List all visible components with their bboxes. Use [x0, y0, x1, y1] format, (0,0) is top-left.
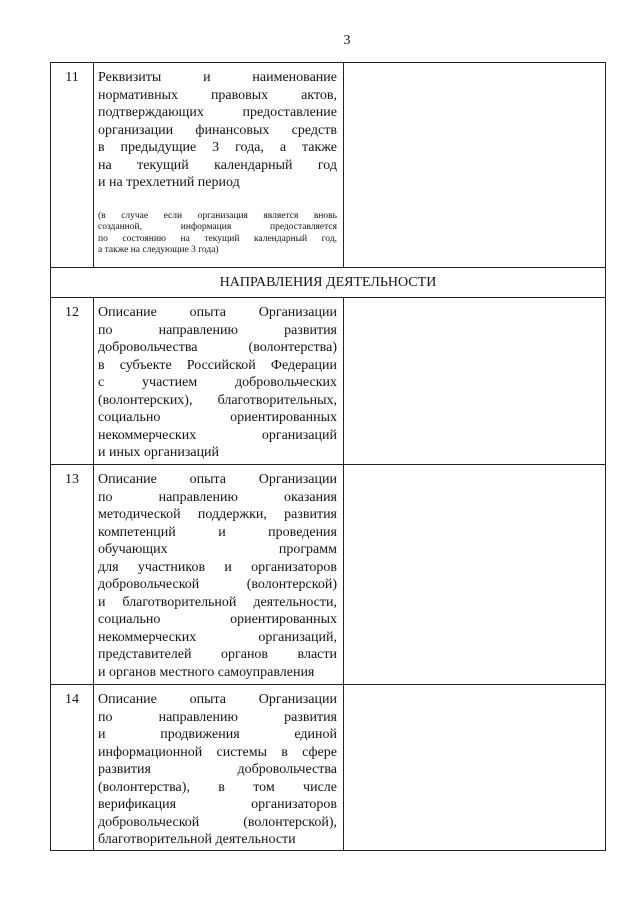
table-row-11 — [51, 63, 605, 268]
section-title: НАПРАВЛЕНИЯ ДЕЯТЕЛЬНОСТИ — [219, 274, 437, 290]
row-note — [98, 211, 337, 257]
description-line: компетенций и проведения — [98, 524, 337, 540]
section-header — [51, 268, 605, 298]
description-line: и органов местного самоуправления — [98, 664, 315, 680]
description-line: для участников и организаторов — [98, 559, 337, 575]
description-line: в предыдущие 3 года, а также — [98, 140, 337, 155]
note-line: (в случае если организация является вновь — [98, 210, 337, 221]
description-line: и иных организаций — [98, 445, 220, 460]
description-line: Реквизиты и наименование — [98, 70, 337, 85]
form-table — [50, 62, 606, 851]
description-line: верификация организаторов — [98, 797, 337, 812]
description-line: по направлению оказания — [98, 489, 337, 505]
note-line: созданной, информация предоставляется — [98, 222, 337, 232]
description-line: добровольческой (волонтерской), — [98, 814, 337, 830]
description-line: благотворительной деятельности — [98, 832, 296, 847]
description-line: Описание опыта Организации — [98, 692, 337, 707]
description-line: обучающих программ — [98, 542, 337, 557]
row-value-cell[interactable] — [344, 63, 605, 267]
row-description — [94, 465, 344, 684]
row-number: 11 — [51, 63, 94, 267]
table-row-13 — [51, 465, 605, 685]
row-value-cell[interactable] — [344, 685, 605, 850]
description-line: организации финансовых средств — [98, 122, 337, 138]
description-line: социально ориентированных — [98, 612, 337, 627]
description-line: подтверждающих предоставление — [98, 105, 337, 120]
description-line: и продвижения единой — [98, 727, 337, 742]
description-line: на текущий календарный год — [98, 157, 337, 173]
description-line: и благотворительной деятельности, — [98, 594, 337, 610]
description-line: некоммерческих организаций — [98, 427, 337, 443]
description-line: нормативных правовых актов, — [98, 87, 337, 103]
description-line: добровольчества (волонтерства) — [98, 340, 337, 355]
description-line: в субъекте Российской Федерации — [98, 357, 337, 373]
note-line: а также на следующие 3 года) — [98, 245, 219, 255]
note-line: по состоянию на текущий календарный год, — [98, 233, 337, 244]
description-line: по направлению развития — [98, 322, 337, 338]
description-line: с участием добровольческих — [98, 375, 337, 390]
row-value-cell[interactable] — [344, 465, 605, 684]
row-number: 13 — [51, 465, 94, 684]
description-line: некоммерческих организаций, — [98, 629, 337, 645]
description-line: и на трехлетний период — [98, 175, 240, 190]
row-value-cell[interactable] — [344, 298, 605, 464]
description-line: представителей органов власти — [98, 647, 337, 662]
row-description — [94, 685, 344, 850]
description-line: Описание опыта Организации — [98, 472, 337, 487]
description-line: по направлению развития — [98, 709, 337, 725]
description-line: социально ориентированных — [98, 410, 337, 425]
description-line: (волонтерских), благотворительных, — [98, 392, 337, 408]
row-description — [94, 63, 344, 267]
row-number: 12 — [51, 298, 94, 464]
description-line: информационной системы в сфере — [98, 744, 337, 760]
description-line: добровольческой (волонтерской) — [98, 577, 337, 592]
description-line: (волонтерства), в том числе — [98, 779, 337, 795]
description-line: Описание опыта Организации — [98, 305, 337, 320]
row-description — [94, 298, 344, 464]
description-line: развития добровольчества — [98, 762, 337, 777]
description-line: методической поддержки, развития — [98, 507, 337, 522]
table-row-14 — [51, 685, 605, 851]
table-row-12 — [51, 298, 605, 465]
row-number: 14 — [51, 685, 94, 850]
page-number: 3 — [343, 33, 351, 48]
